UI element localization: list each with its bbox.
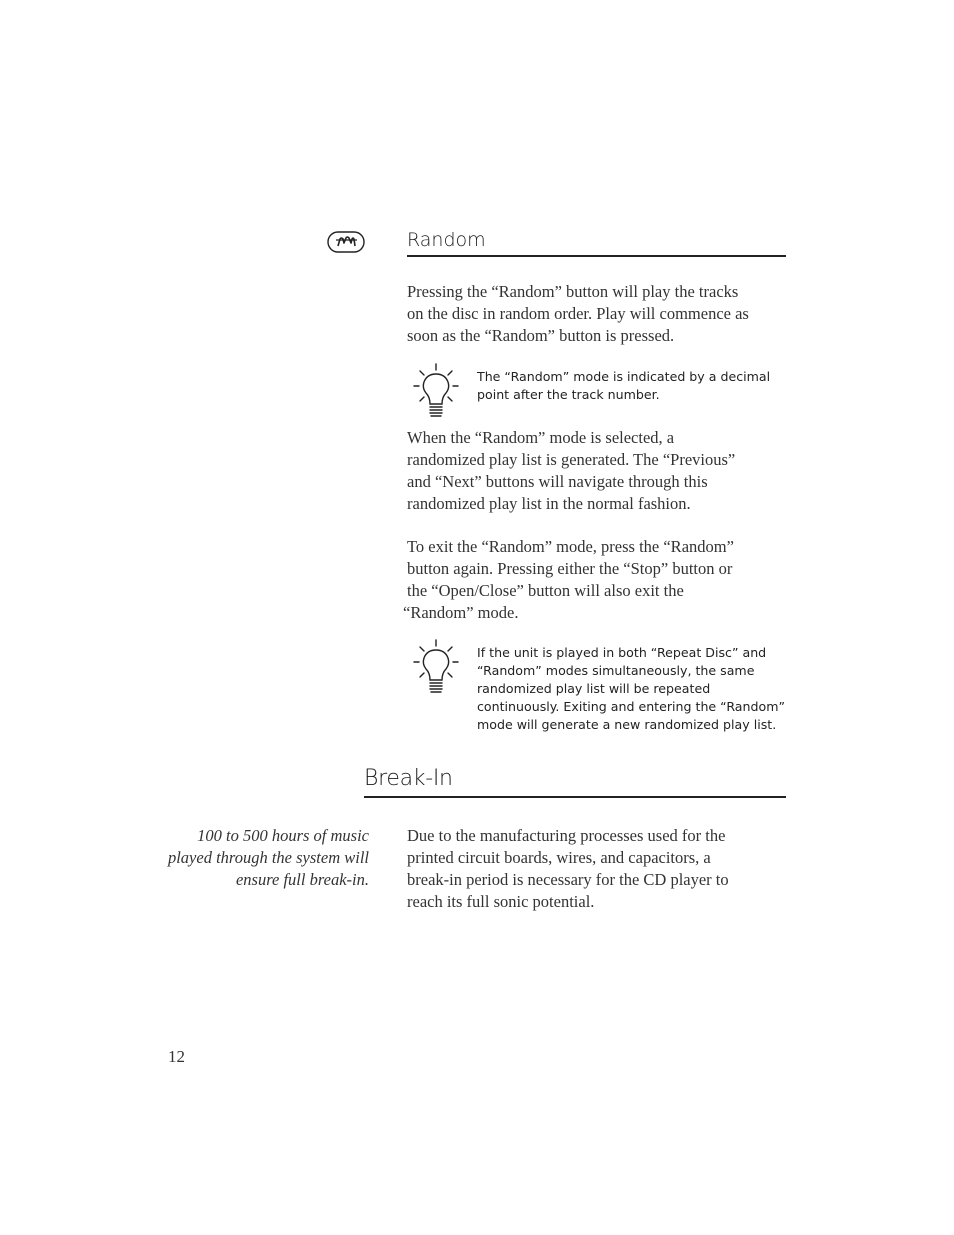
section-title-random: Random [407,229,486,251]
text-line: mode will generate a new randomized play list. [477,717,777,732]
section-divider [407,255,786,257]
margin-note [168,825,369,891]
lightbulb-icon [411,362,461,426]
tip-note [477,368,770,404]
text-line: reach its full sonic potential. [407,892,595,911]
text-line: printed circuit boards, wires, and capacitors, a [407,848,711,867]
text-line: The “Random” mode is indicated by a decimal [477,369,771,384]
text-line: on the disc in random order. Play will commence as [407,304,749,323]
text-line: randomized play list in the normal fashion. [407,494,691,513]
text-line: When the “Random” mode is selected, a [407,428,675,447]
section-divider [364,796,786,798]
text-line: the “Open/Close” button will also exit the [407,581,684,600]
page-number: 12 [168,1047,185,1066]
text-line: continuously. Exiting and entering the “Random” [477,699,785,714]
lightbulb-icon [411,638,461,702]
paragraph [407,281,749,347]
paragraph [403,536,734,624]
text-line: button again. Pressing either the “Stop” button or [407,559,733,578]
text-line: Due to the manufacturing processes used for the [407,826,726,845]
text-line: point after the track number. [477,387,660,402]
text-line: ensure full break-in. [235,870,369,889]
tip-note [477,644,785,734]
remote-control-icon [327,231,365,253]
text-line: To exit the “Random” mode, press the “Random” [407,537,734,556]
section-title-break-in: Break-In [364,766,453,791]
text-line: “Random” modes simultaneously, the same [477,663,755,678]
text-line: Pressing the “Random” button will play the tracks [407,282,739,301]
text-line: 100 to 500 hours of music [197,826,369,845]
text-line: and “Next” buttons will navigate through this [407,472,708,491]
text-line: soon as the “Random” button is pressed. [407,326,675,345]
text-line: break-in period is necessary for the CD player to [407,870,729,889]
paragraph [407,825,729,913]
text-line: randomized play list is generated. The “Previous” [407,450,736,469]
text-line: randomized play list will be repeated [477,681,711,696]
paragraph [407,427,735,515]
text-line: If the unit is played in both “Repeat Disc” and [477,645,767,660]
text-line: “Random” mode. [403,603,519,622]
text-line: played through the system will [167,848,369,867]
